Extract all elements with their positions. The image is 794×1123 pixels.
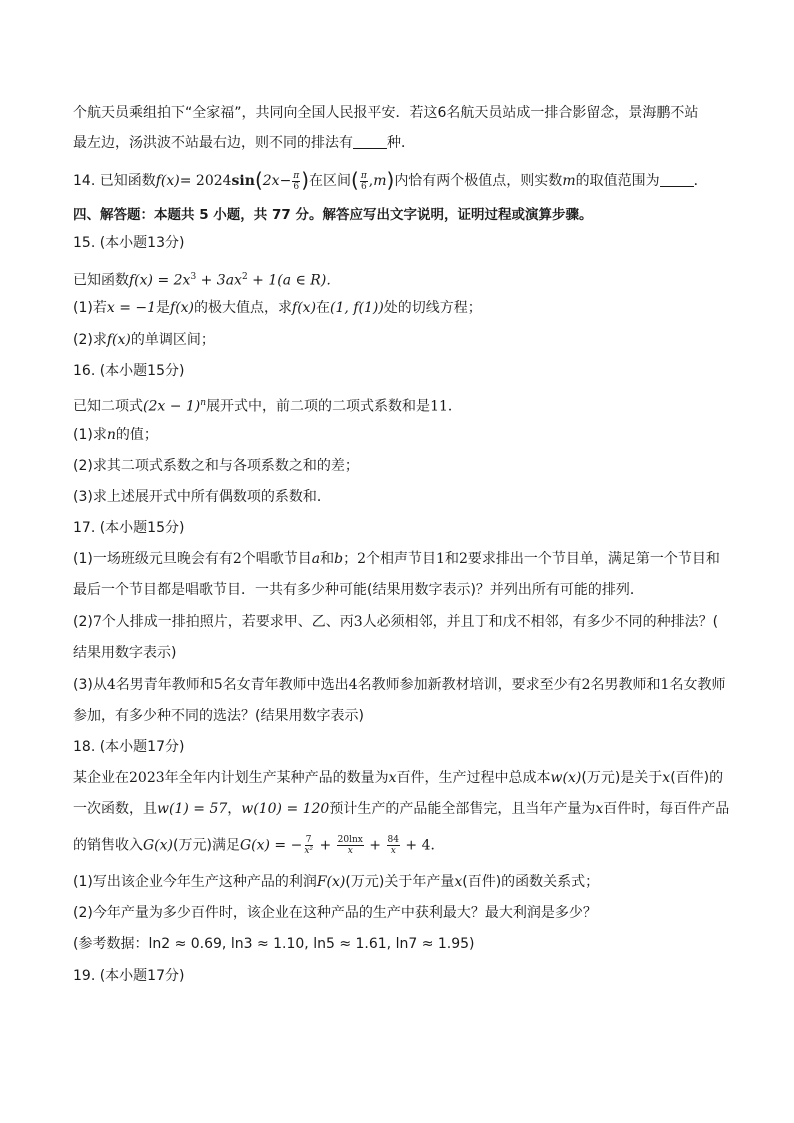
question-17-part-3: (3)从4名男青年教师和5名女青年教师中选出4名教师参加新教材培训，要求至少有2名男教师和1名女教师 <box>73 677 726 693</box>
math-expr: m <box>562 173 576 189</box>
section-heading <box>73 205 733 225</box>
question-14-text: 在区间 <box>309 173 352 189</box>
math-expr: , <box>368 173 374 189</box>
math-expr: m <box>373 173 387 189</box>
text-line <box>73 103 733 123</box>
question-16-part-2: (2)求其二项式系数之和与各项系数之和的差； <box>73 458 359 474</box>
math-expr: ) <box>301 168 310 192</box>
math-expr: (1, f(1)) <box>330 300 384 316</box>
math-expr: + 3ax <box>196 272 242 289</box>
question-15-stem: 已知函数$f(x) = 2x^3 + 3ax^2 + 1(a$ ∈ R)． <box>73 272 341 289</box>
question-17-part-1-cont: 最后一个节目都是唱歌节目．一共有多少种可能(结果用数字表示)？并列出所有可能的排列． <box>73 582 644 598</box>
question-18-part-1: (1)写出该企业今年生产这种产品的利润F(x)(万元)关于年产量x(百件)的函数关系式； <box>73 874 600 890</box>
question-17-part-2: (2)7个人排成一排拍照片，若要求甲、乙、丙3人必须相邻，并且丁和戊不相邻，有多少不同的种排法？( <box>73 614 719 630</box>
fraction: $\frac{84}{x}$ <box>387 835 399 856</box>
fraction: $\frac{\pi}{6}$ <box>293 170 300 192</box>
question-14: 14. 已知函数f(x)= 2024sin(2x− $\frac{\pi}{6}$ )在区间( $\frac{\pi}{6}$ ,m)内恰有两个极值点，则实数m的取值范围为 ． <box>73 168 708 192</box>
question-19-header: 19. (本小题17分) <box>73 968 185 984</box>
question-16-part-1: (1)求n的值； <box>73 427 158 443</box>
question-18-revenue: 的销售收入G(x)(万元)满足G(x) = − $\frac{7}{\text{x²}}$ + $\frac{20\ln x}{x}$ + $\frac{84}{x}$ + 4． <box>73 835 445 856</box>
math-expr: f(x) <box>106 332 131 348</box>
math-expr: ( <box>254 168 263 192</box>
math-expr: sin <box>231 173 255 189</box>
question-18-header: 18. (本小题17分) <box>73 739 185 755</box>
question-16-header: 16. (本小题15分) <box>73 363 185 379</box>
math-expr: ( <box>351 168 359 192</box>
math-expr: x = −1 <box>106 300 157 316</box>
math-expr: + 1(a ∈ R)． <box>247 272 341 289</box>
question-17-part-1: (1)一场班级元旦晚会有有2个唱歌节目a和b；2个相声节目1和2要求排出一个节目单，满足第一个节目和 <box>73 551 720 567</box>
question-17-part-2-cont: 结果用数字表示) <box>73 645 177 661</box>
question-15-part-2: (2)求f(x)的单调区间； <box>73 332 215 348</box>
math-expr: n <box>106 427 116 443</box>
question-13-text: 最左边，汤洪波不站最右边，则不同的排法有 <box>73 135 353 151</box>
fraction: $\frac{\pi}{6}$ <box>360 170 367 192</box>
text-line <box>73 133 733 153</box>
reference-data: (参考数据：ln2 ≈ 0.69, ln3 ≈ 1.10, ln5 ≈ 1.61, ln7 ≈ 1.95) <box>73 936 475 952</box>
question-14-text: 内恰有两个极值点，则实数 <box>394 173 563 189</box>
math-expr: = 2024 <box>179 173 232 189</box>
math-expr: f(x) <box>292 300 317 316</box>
question-14-text: 14. 已知函数 <box>73 173 156 189</box>
math-expr: f(x) <box>170 300 195 316</box>
fraction: $\frac{20\ln x}{x}$ <box>337 835 363 856</box>
question-18-stem: 某企业在2023年全年内计划生产某种产品的数量为x百件，生产过程中总成本w(x)(万元)是关于x(百件)的 <box>73 770 724 786</box>
question-15-header: 15. (本小题13分) <box>73 235 185 251</box>
section-heading-text: 四、解答题：本题共 5 小题，共 77 分。解答应写出文字说明，证明过程或演算步骤。 <box>73 207 593 223</box>
question-13-text: 种． <box>387 135 415 151</box>
question-17-part-3-cont: 参加，有多少种不同的选法？(结果用数字表示) <box>73 708 364 724</box>
fraction: $\frac{7}{\text{x²}}$ <box>304 835 314 856</box>
question-16-stem: 已知二项式$(2x - 1)^n$展开式中，前二项的二项式系数和是11． <box>73 398 462 415</box>
math-expr: 11． <box>430 398 462 415</box>
answer-blank <box>353 134 387 149</box>
math-expr: − <box>279 173 292 189</box>
question-13-text: 个航天员乘组拍下“全家福”，共同向全国人民报平安．若这6名航天员站成一排合影留念，景海鹏不站 <box>73 105 699 121</box>
math-expr: ) <box>386 168 395 192</box>
question-17-header: 17. (本小题15分) <box>73 520 185 536</box>
question-18-stem-cont: 一次函数，且w(1) = 57，w(10) = 120预计生产的产品能全部售完，且当年产量为x百件时，每百件产品 <box>73 801 730 817</box>
question-14-text: 的取值范围为 <box>575 173 660 189</box>
math-expr: f(x) <box>155 173 180 189</box>
math-expr: 2x <box>262 173 280 189</box>
question-15-part-1: (1)若x = −1是f(x)的极大值点，求f(x)在(1, f(1))处的切线方程； <box>73 300 482 316</box>
answer-blank <box>660 172 694 187</box>
math-expr: (2x − 1) <box>143 398 201 415</box>
question-18-part-2: (2)今年产量为多少百件时，该企业在这种产品的生产中获利最大？最大利润是多少？ <box>73 905 597 921</box>
math-expr: f(x) = 2x <box>129 272 191 289</box>
question-16-part-3: (3)求上述展开式中所有偶数项的系数和． <box>73 489 331 505</box>
